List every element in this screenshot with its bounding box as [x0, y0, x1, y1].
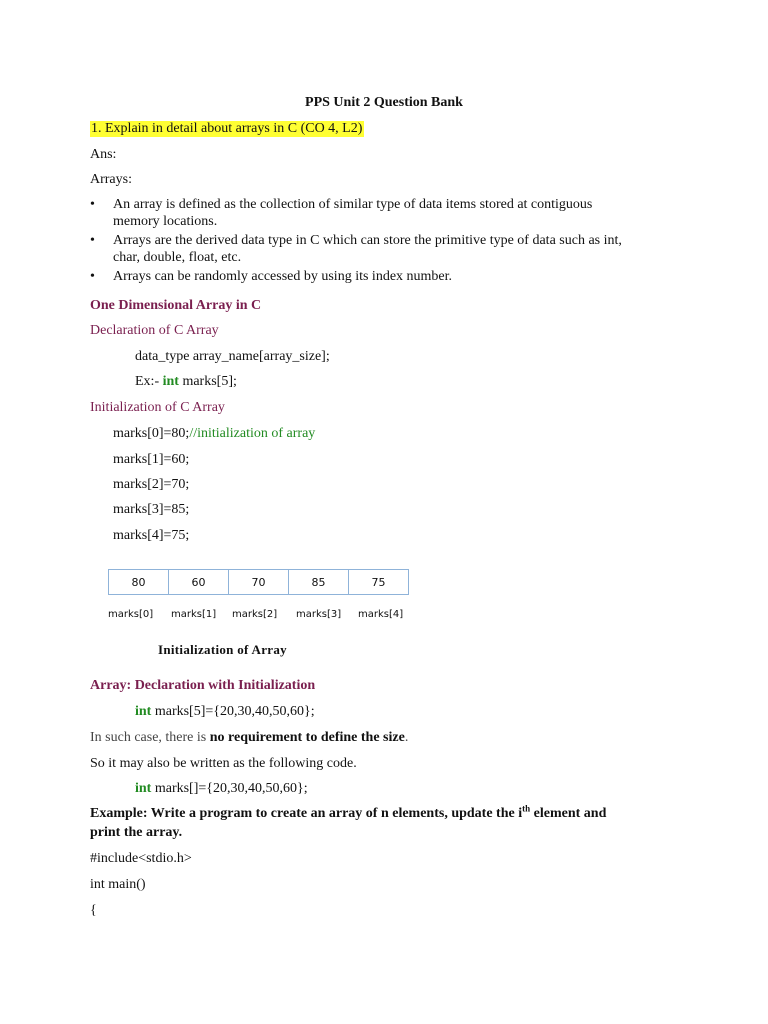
bullet-dot: •	[90, 233, 95, 248]
question-heading	[90, 120, 364, 137]
bullet-text-line2: char, double, float, etc.	[113, 250, 242, 265]
sentence-period: .	[404, 730, 409, 745]
array-index-label: marks[2]	[232, 609, 278, 620]
bullet-dot: •	[90, 269, 95, 284]
code-text: marks[]={20,30,40,50,60};	[151, 781, 308, 796]
array-index-label: marks[1]	[171, 609, 217, 620]
array-index-label: marks[3]	[296, 609, 342, 620]
arrays-bullet-list	[90, 196, 690, 287]
code-comment: //initialization of array	[189, 426, 316, 441]
array-cell: 85	[289, 570, 349, 595]
bullet-text-line2: memory locations.	[113, 214, 218, 229]
question-text: 1. Explain in detail about arrays in C (CO 4, L2)	[91, 121, 363, 136]
bullet-text-line1: An array is defined as the collection of similar type of data items stored at contiguous	[113, 197, 593, 212]
one-dim-heading: One Dimensional Array in C	[90, 298, 262, 313]
list-item	[90, 232, 690, 266]
array-cell: 60	[169, 570, 229, 595]
code-line: marks[3]=85;	[113, 502, 190, 517]
list-item	[90, 196, 690, 230]
figure-caption: Initialization of Array	[158, 642, 287, 657]
keyword-int: int	[135, 704, 152, 719]
array-index-label: marks[0]	[108, 609, 154, 620]
code-text: marks[0]=80;	[113, 426, 190, 441]
so-it-may-sentence: So it may also be written as the following code.	[90, 756, 357, 771]
code-line: int main()	[90, 877, 146, 892]
initialization-heading: Initialization of C Array	[90, 400, 225, 415]
example-heading-line2: print the array.	[90, 825, 183, 840]
superscript-th: th	[522, 803, 531, 814]
array-index-label: marks[4]	[358, 609, 404, 620]
bullet-dot: •	[90, 197, 95, 212]
list-item	[90, 268, 690, 285]
array-cell: 80	[109, 570, 169, 595]
example-heading-line1	[90, 805, 606, 822]
page-title: PPS Unit 2 Question Bank	[305, 95, 463, 110]
decl-init-heading: Array: Declaration with Initialization	[90, 678, 316, 693]
code-line: marks[2]=70;	[113, 477, 190, 492]
arrays-label: Arrays:	[90, 172, 132, 187]
declaration-heading: Declaration of C Array	[90, 323, 219, 338]
array-cell: 70	[229, 570, 289, 595]
example-prefix: Ex:-	[135, 374, 163, 389]
decl-init-code	[135, 703, 315, 720]
code-line: marks[4]=75;	[113, 528, 190, 543]
example-text: Example: Write a program to create an array of n elements, update the i	[90, 806, 523, 821]
declaration-syntax: data_type array_name[array_size];	[135, 349, 330, 364]
keyword-int: int	[135, 781, 152, 796]
code-line: #include<stdio.h>	[90, 851, 192, 866]
sentence-bold: no requirement to define the size	[209, 730, 405, 745]
array-figure-table	[108, 569, 409, 595]
code-line	[113, 425, 315, 442]
example-rest: marks[5];	[178, 374, 237, 389]
array-cell: 75	[349, 570, 409, 595]
ans-label: Ans:	[90, 147, 117, 162]
keyword-int: int	[162, 374, 179, 389]
bullet-text-line1: Arrays are the derived data type in C which can store the primitive type of data such as int,	[113, 233, 622, 248]
code-line: {	[90, 903, 97, 918]
code-text: marks[5]={20,30,40,50,60};	[151, 704, 315, 719]
code-line: marks[1]=60;	[113, 452, 190, 467]
sentence-text: In such case, there is	[90, 730, 210, 745]
bullet-text-line1: Arrays can be randomly accessed by using its index number.	[113, 269, 453, 284]
declaration-example	[135, 373, 237, 390]
such-case-sentence	[90, 729, 408, 746]
example-text: element and	[530, 806, 607, 821]
alt-code	[135, 780, 308, 797]
